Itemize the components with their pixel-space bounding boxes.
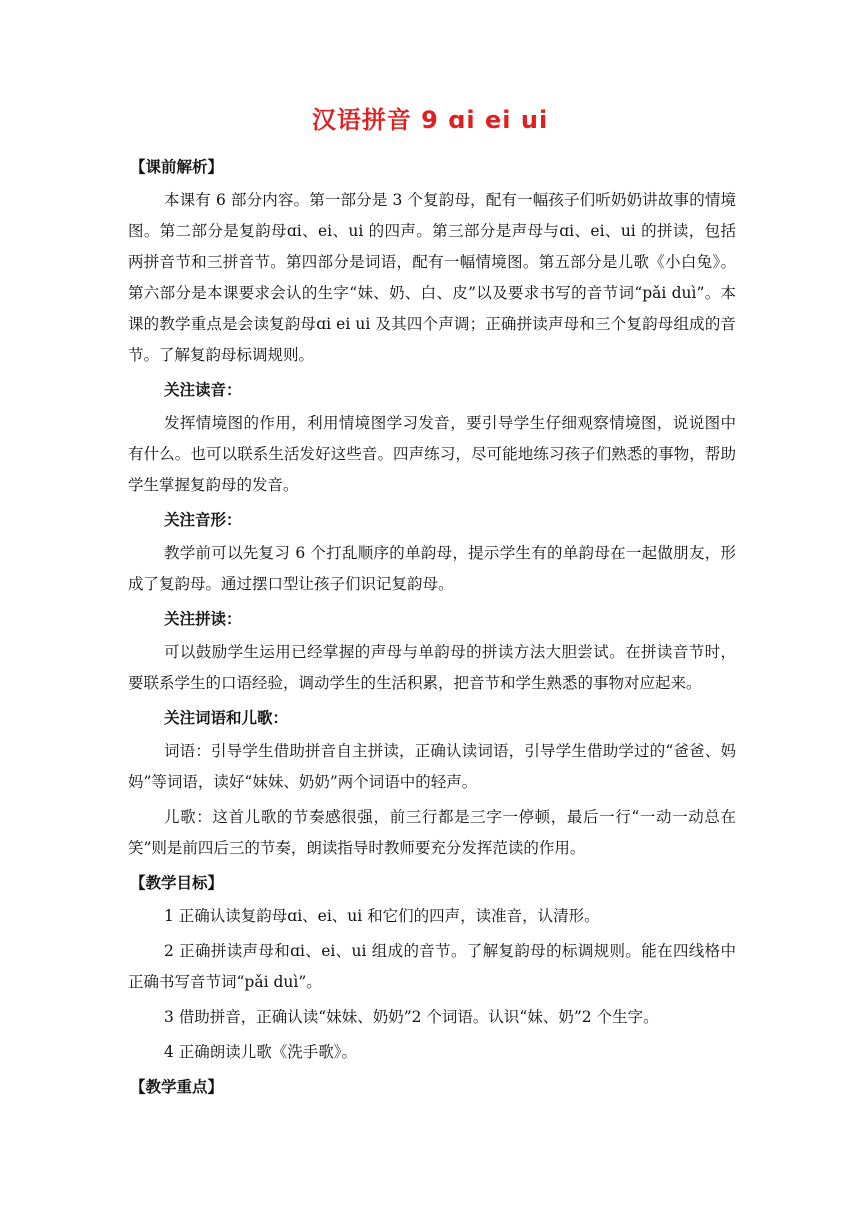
section-heading-goals: 【教学目标】 xyxy=(130,874,224,892)
goal-item-1: 1 正确认读复韵母ɑi、ei、ui 和它们的四声，读准音，认清形。 xyxy=(164,907,600,925)
subheading-words-songs: 关注词语和儿歌： xyxy=(164,709,289,727)
subheading-spelling: 关注拼读： xyxy=(164,610,242,628)
pronunciation-paragraph: 发挥情境图的作用，利用情境图学习发音，要引导学生仔细观察情境图，说说图中有什么。也可以联系生活发好这些音。四声练习，尽可能地练习孩子们熟悉的事物，帮助学生掌握复韵母的发音。 xyxy=(128,414,736,494)
document-body xyxy=(128,152,736,1105)
section-heading-analysis: 【课前解析】 xyxy=(130,158,224,176)
goal-item-4: 4 正确朗读儿歌《洗手歌》。 xyxy=(164,1043,358,1061)
analysis-paragraph: 本课有 6 部分内容。第一部分是 3 个复韵母，配有一幅孩子们听奶奶讲故事的情境图。第二部分是复韵母ɑi、ei、ui 的四声。第三部分是声母与ɑi、ei、ui 的拼读，包括两拼音节和三拼音节。第四部分是词语，配有一幅情境图。第五部分是儿歌《小白兔》。第六部分是本课要求会认的生字“妹、奶、白、皮”以及要求书写的音节词“pǎi duì”。本课的教学重点是会读复韵母ɑi ei ui 及其四个声调；正确拼读声母和三个复韵母组成的音节。了解复韵母标调规则。 xyxy=(128,191,736,364)
subheading-pronunciation: 关注读音： xyxy=(164,381,242,399)
goal-item-3: 3 借助拼音，正确认读“妹妹、奶奶”2 个词语。认识“妹、奶”2 个生字。 xyxy=(164,1008,659,1026)
section-heading-keypoints: 【教学重点】 xyxy=(130,1078,224,1096)
words-paragraph: 词语：引导学生借助拼音自主拼读，正确认读词语，引导学生借助学过的“爸爸、妈妈”等词语，读好“妹妹、奶奶”两个词语中的轻声。 xyxy=(128,742,736,791)
goal-item-2: 2 正确拼读声母和ɑi、ei、ui 组成的音节。了解复韵母的标调规则。能在四线格中正确书写音节词“pǎi duì”。 xyxy=(128,942,736,991)
shape-paragraph: 教学前可以先复习 6 个打乱顺序的单韵母，提示学生有的单韵母在一起做朋友，形成了复韵母。通过摆口型让孩子们识记复韵母。 xyxy=(128,544,736,593)
document-title: 汉语拼音 9 ɑi ei ui xyxy=(311,106,549,134)
subheading-shape: 关注音形： xyxy=(164,511,242,529)
song-paragraph: 儿歌：这首儿歌的节奏感很强，前三行都是三字一停顿，最后一行“一动一动总在笑”则是前四后三的节奏，朗读指导时教师要充分发挥范读的作用。 xyxy=(128,808,736,857)
spelling-paragraph: 可以鼓励学生运用已经掌握的声母与单韵母的拼读方法大胆尝试。在拼读音节时，要联系学生的口语经验，调动学生的生活积累，把音节和学生熟悉的事物对应起来。 xyxy=(128,643,736,692)
